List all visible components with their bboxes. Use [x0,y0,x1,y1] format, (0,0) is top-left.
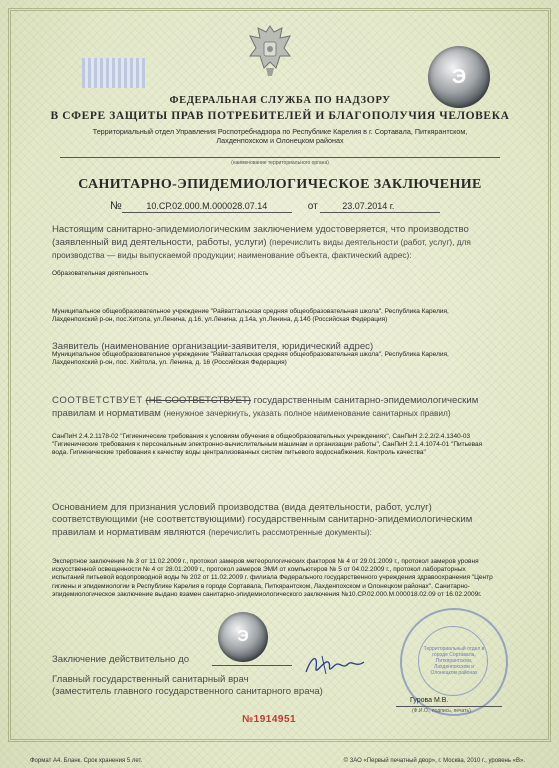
sanitary-rules: СанПиН 2.4.2.1178-02 "Гигиенические требования к условиям обучения в общеобразовательных учреждениях", СанПиН 2.2.2/2.4.1340-03 "Гигиенические требования к персональным электронно-вычислительным машинам и организации работы", СанПиН 2.1.4.1074-01 "Питьевая вода. Гигиенические требования к качеству воды централизованных систем питьевого водоснабжения. Контроль качества" [52,433,483,457]
territorial-department [60,127,500,145]
conformity-rest: государственным санитарно-эпидемиологическим правилам и нормативам [52,395,479,419]
object-value: Муниципальное общеобразовательное учреждение "Райваттальская средняя общеобразовательная школа", Республика Карелия, Лахденпохский р-он, пос.Хитола, ул.Ленина, д.16, ул.Ленина, д.14а, ул.Ленина, д.14б (Российская Федерация) [52,308,449,324]
applicant-note: (наименование организации-заявителя, юридический адрес) [101,341,374,352]
date-label: от [307,201,318,212]
signer-caption: (Ф.И.О., подпись, печать) [412,708,471,714]
valid-until-underline [212,665,292,666]
intro-text: Настоящим санитарно-эпидемиологическим заключением удостоверяется, что производство (заявленный вид деятельности, работы, услуги) [52,224,469,248]
number-underline [122,212,292,213]
department-underline [60,157,500,158]
activity-value: Образовательная деятельность [52,270,149,277]
security-hologram-strip [82,58,146,88]
agency-title-line2: В СФЕРЕ ЗАЩИТЫ ПРАВ ПОТРЕБИТЕЛЕЙ И БЛАГОПОЛУЧИЯ ЧЕЛОВЕКА [50,110,510,122]
hologram-seal-icon: Э [428,46,490,108]
conformity-note: (ненужное зачеркнуть, указать полное наименование санитарных правил) [163,408,451,418]
valid-until-label: Заключение действительно до [52,654,190,665]
date-underline [320,212,440,213]
department-line1: Территориальный отдел Управления Роспотребнадзора по Республике Карелия в г. Сортавала, Питкярантском, [92,127,468,136]
signer-name: Гурова М.В. [410,697,449,704]
conformity-paragraph [52,395,514,420]
agency-title-line1: ФЕДЕРАЛЬНАЯ СЛУЖБА ПО НАДЗОРУ [169,95,391,106]
footer-format: Формат А4. Бланк. Срок хранения 5 лет. [30,758,143,764]
conformity-no: (НЕ СООТВЕТСТВУЕТ) [145,395,251,406]
hologram-seal-icon: Э [218,612,268,662]
intro-note: (перечислить виды деятельности (работ, услуг), для производства — виды выпускаемой продукции; наименование объекта, фактический адрес): [52,237,471,260]
form-serial-number: №1914951 [242,714,297,725]
department-line2: Лахденпохском и Олонецком районах [216,136,344,145]
document-number: 10.СР.02.000.М.000028.07.14 [146,201,268,211]
grounds-paragraph [52,502,514,539]
grounds-text: Основанием для признания условий производства (вида деятельности, работ, услуг) соответствующими (не соответствующими) государственным санитарно-эпидемиологическим правилам и нормативам являются [52,502,473,538]
number-label: № [110,200,122,212]
handwritten-signature [302,650,372,680]
reviewed-documents: Экспертное заключение № 3 от 11.02.2009 г., протокол замеров метеорологических факторов № 4 от 29.01.2009 г., протокол замеров уровня искусственной освещенности № 4 от 28.01.2009 г., протокол замеров ЭМИ от компьютеров № 5 от 04.02.2009 г., протокол лабораторных испытаний питьевой водопроводной воды № 202 от 11.02.2009 г. филиала Федерального государственного учреждения здравоохранения "Центр гигиены и эпидемиологии в Республике Карелия в городе Сортавала, Питкярантском, Лахденпохском и Олонецком районах". Санитарно-эпидемиологическое заключение выдано взамен санитарно-эпидемиологического заключения №10.СР.02.000.М.000018.02.09 от 16.02.2009г. [52,558,493,598]
document-date: 23.07.2014 г. [342,201,395,211]
footer-printer: © ЗАО «Первый печатный двор», г. Москва, 2010 г., уровень «В». [343,758,525,764]
intro-paragraph [52,224,514,262]
signer-underline [396,706,502,707]
document-title: САНИТАРНО-ЭПИДЕМИОЛОГИЧЕСКОЕ ЗАКЛЮЧЕНИЕ [78,177,482,192]
applicant-value: Муниципальное общеобразовательное учреждение "Райваттальская средняя общеобразовательная школа", Республика Карелия, Лахденпохский р-он, пос. Хийтола, ул. Ленина, д. 16 (Российская Федерация) [52,351,449,367]
document-number-row [110,200,394,212]
grounds-note: (перечислить рассмотренные документы): [208,527,372,537]
chief-line2: (заместитель главного государственного санитарного врача) [52,686,323,697]
chief-line1: Главный государственный санитарный врач [52,674,249,685]
department-caption: (наименование территориального органа) [231,160,329,166]
stamp-text: Территориальный отдел в городе Сортавала, Питкярантском, Лахденпохском и Олонецком районах [423,646,485,676]
conformity-yes: СООТВЕТСТВУЕТ [52,395,143,406]
coat-of-arms-emblem [246,22,294,80]
applicant-label: Заявитель [52,341,99,352]
